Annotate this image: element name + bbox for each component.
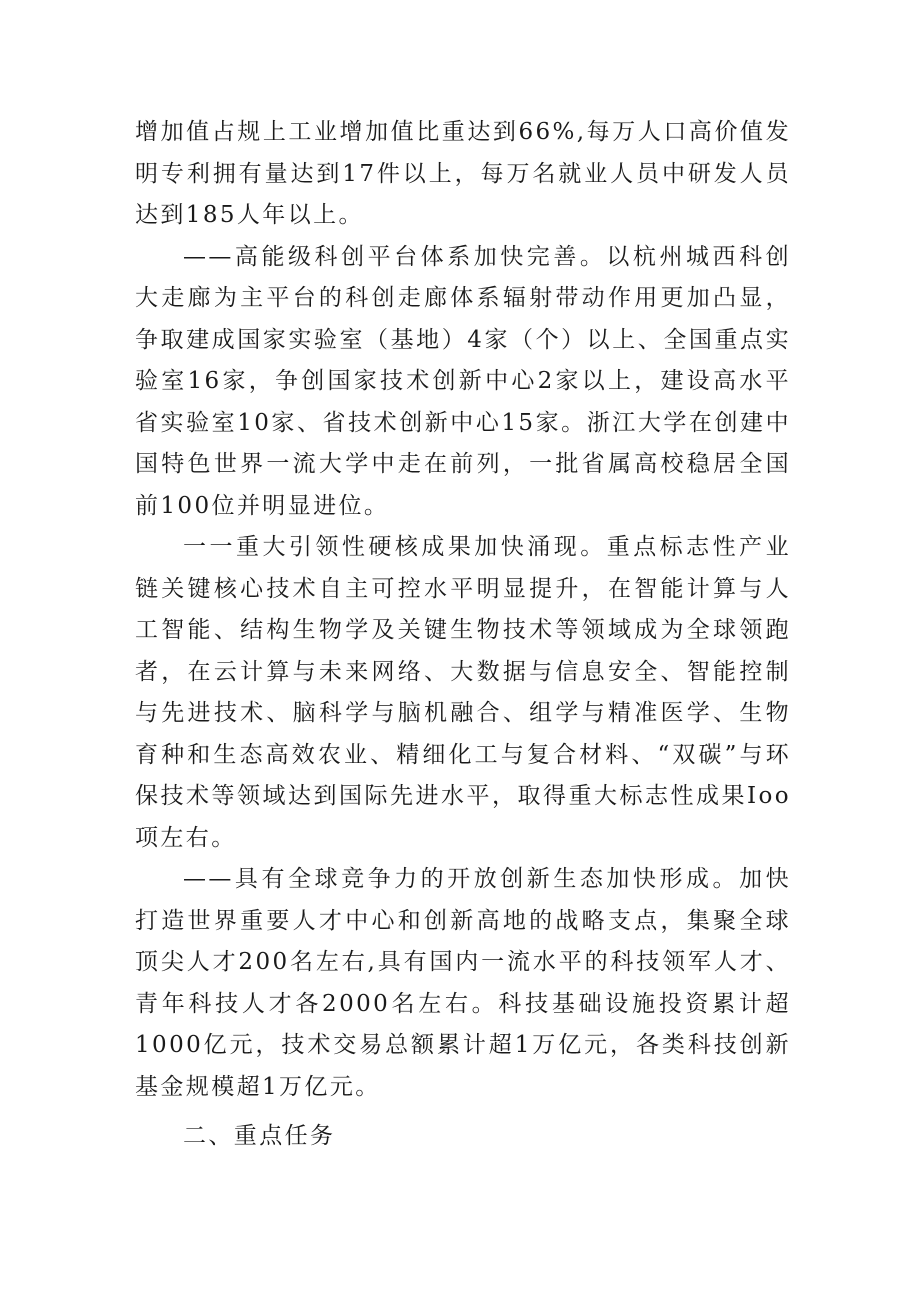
- document-body: [135, 112, 791, 1158]
- section-heading-key-tasks: 二、重点任务: [183, 1123, 336, 1149]
- paragraph-targets-continued: 增加值占规上工业增加值比重达到66%,每万人口高价值发明专利拥有量达到17件以上，每万名就业人员中研发人员达到185人年以上。: [135, 119, 791, 228]
- paragraph-major-achievements: 一一重大引领性硬核成果加快涌现。重点标志性产业链关键核心技术自主可控水平明显提升，在智能计算与人工智能、结构生物学及关键生物技术等领域成为全球领跑者，在云计算与未来网络、大数据与信息安全、智能控制与先进技术、脑科学与脑机融合、组学与精准医学、生物育种和生态高效农业、精细化工与复合材料、“双碳”与环保技术等领域达到国际先进水平，取得重大标志性成果Ioo项左右。: [135, 534, 791, 851]
- paragraph-open-innovation: ——具有全球竞争力的开放创新生态加快形成。加快打造世界重要人才中心和创新高地的战略支点，集聚全球顶尖人才200名左右,具有国内一流水平的科技领军人才、青年科技人才各2000名左右。科技基础设施投资累计超1000亿元，技术交易总额累计超1万亿元，各类科技创新基金规模超1万亿元。: [135, 866, 791, 1100]
- paragraph-platform-system: ——高能级科创平台体系加快完善。以杭州城西科创大走廊为主平台的科创走廊体系辐射带动作用更加凸显，争取建成国家实验室（基地）4家（个）以上、全国重点实验室16家，争创国家技术创新中心2家以上，建设高水平省实验室10家、省技术创新中心15家。浙江大学在创建中国特色世界一流大学中走在前列，一批省属高校稳居全国前100位并明显进位。: [135, 243, 791, 519]
